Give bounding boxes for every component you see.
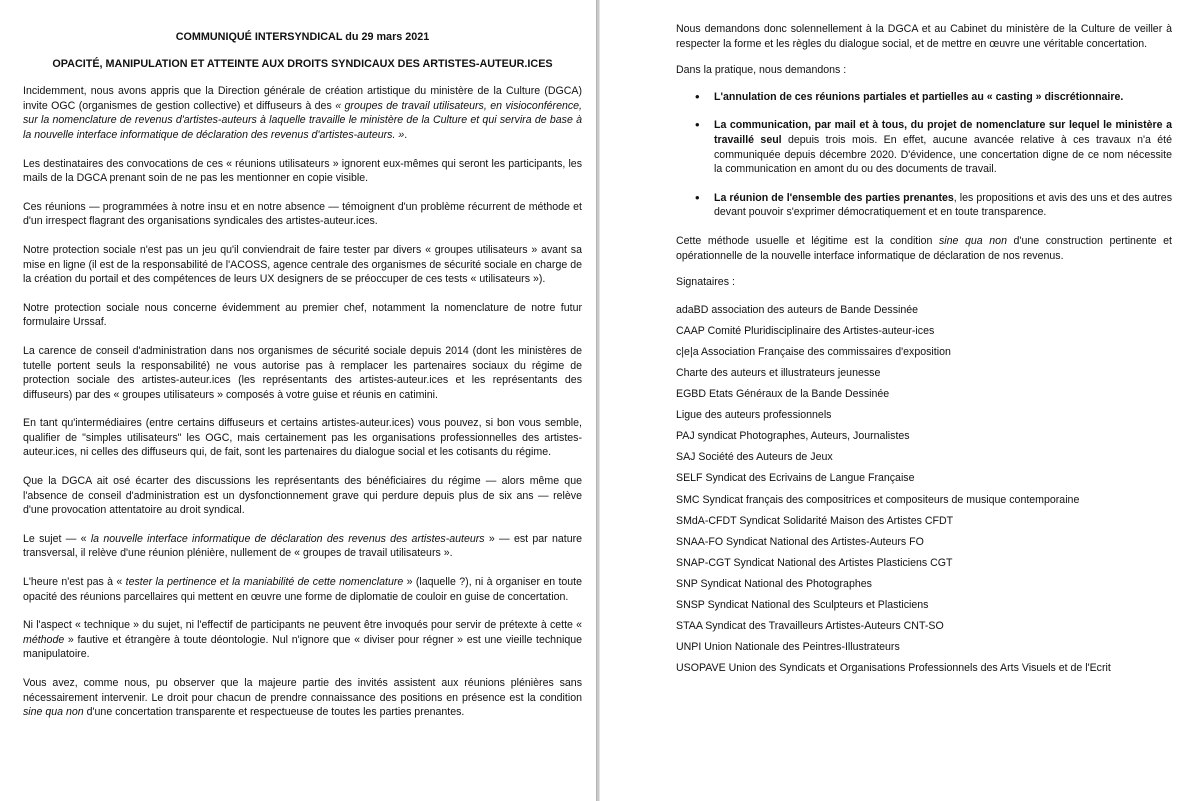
document-subtitle: OPACITÉ, MANIPULATION ET ATTEINTE AUX DROITS SYNDICAUX DES ARTISTES-AUTEUR.ICES: [52, 57, 553, 70]
signatory-item: Ligue des auteurs professionnels: [676, 409, 832, 422]
practice-intro: Dans la pratique, nous demandons :: [676, 64, 847, 77]
signatory-item: EGBD Etats Généraux de la Bande Dessinée: [676, 388, 890, 401]
paragraph-12: [23, 676, 582, 720]
paragraph-12-end: d'une concertation transparente et respectueuse de toutes les parties prenantes.: [83, 706, 465, 719]
demand-item-1-text: L'annulation de ces réunions partiales et partielles au « casting » discrétionnaire.: [714, 90, 1124, 103]
paragraph-2: Les destinataires des convocations de ces « réunions utilisateurs » ignorent eux-mêmes qui seront les participants, les mails de la DGCA prenant soin de ne pas les mentionner en copie visible.: [23, 157, 582, 185]
paragraph-10-end: » (laquelle ?), ni à organiser en toute opacité des réunions parcellaires qui mettent en œuvre une forme de diplomatie de couloir en guise de concertation.: [23, 576, 583, 603]
document-page-right: [600, 0, 1200, 801]
paragraph-9-quote: la nouvelle interface informatique de déclaration des revenus des artistes-auteurs: [90, 532, 485, 545]
paragraph-1-end: .: [404, 128, 408, 141]
signatories-label: Signataires :: [676, 276, 735, 289]
paragraph-7: En tant qu'intermédiaires (entre certains diffuseurs et certains artistes-auteur.ices) vous pouvez, si bon vous semble, qualifier de "simples utilisateurs" les OGC, mais certainement pas les organisations professionnelles des artistes-auteur.ices, ni celles des diffuseurs qui, de fait, sont les partenaires du dialogue social et les cotisants du régime.: [23, 417, 582, 459]
paragraph-4: Notre protection sociale n'est pas un jeu qu'il conviendrait de faire tester par divers « groupes utilisateurs » avant sa mise en ligne (il est de la responsabilité de l'ACOSS, agence centrale des organismes de sécurité sociale en charge de la création du portail et des compétences de leurs UX designers de se préoccuper de ces tests « utilisateurs »).: [23, 243, 582, 286]
signatory-item: USOPAVE Union des Syndicats et Organisations Professionnels des Arts Visuels et de l'Ecrit: [676, 662, 1111, 675]
paragraph-6: La carence de conseil d'administration dans nos organismes de sécurité sociale depuis 2014 (dont les ministères de tutelle portent seuls la responsabilité) ne vous autorise pas à remplacer les partenaires sociaux du régime de protection sociale des artistes-auteur.ices (les représentants des artistes-auteur.ices et les représentants des diffuseurs) par des « groupes utilisateurs » composés à votre guise et réunis en catimini.: [23, 344, 582, 401]
paragraph-12-quote: sine qua non: [23, 706, 84, 719]
paragraph-11-start: Ni l'aspect « technique » du sujet, ni l'effectif de participants ne peuvent être invoqués pour servir de prétexte à cette «: [23, 619, 582, 632]
method-paragraph-quote: sine qua non: [938, 234, 1007, 247]
signatory-item: c|e|a Association Française des commissaires d'exposition: [676, 345, 951, 358]
demand-item-2: [676, 118, 1172, 176]
paragraph-12-start: Vous avez, comme nous, pu observer que la majeure partie des invités assistent aux réunions plénières sans nécessairement intervenir. Le droit pour chacun de prendre connaissance des positions en présence est la condition: [23, 677, 582, 704]
demand-item-1: [676, 90, 1172, 105]
method-paragraph-end: d'une construction pertinente et opérationnelle de la nouvelle interface informatique de déclaration de nos revenus.: [676, 234, 1173, 262]
demand-paragraph: Nous demandons donc solennellement à la DGCA et au Cabinet du ministère de la Culture de veiller à respecter la forme et les règles du dialogue social, et de mettre en œuvre une véritable concertation.: [676, 23, 1172, 50]
paragraph-1-text: Incidemment, nous avons appris que la Direction générale de création artistique du ministère de la Culture (DGCA) invite OGC (organismes de gestion collective) et diffuseurs à des: [23, 85, 582, 112]
paragraph-11-end: » fautive et étrangère à toute déontologie. Nul n'ignore que « diviser pour régner » est une vieille technique manipulatoire.: [23, 633, 582, 661]
signatory-item: adaBD association des auteurs de Bande Dessinée: [676, 303, 919, 316]
paragraph-1-quote: « groupes de travail utilisateurs, en visioconférence, sur la nomenclature de revenus d'artistes-auteurs à laquelle travaille le ministère de la Culture et qui servira de base à la nouvelle interface informatique de déclaration des revenus d'artistes-auteurs. »: [23, 99, 582, 141]
paragraph-9-start: Le sujet — «: [23, 532, 91, 545]
demand-item-3: [676, 191, 1172, 220]
signatories-list: [676, 303, 1172, 683]
demand-item-3-text: , les propositions et avis des uns et des autres devant pouvoir s'exprimer démocratiquement et en toute transparence.: [714, 191, 1172, 219]
paragraph-9-end: » — est par nature transversal, il relève d'une réunion plénière, nullement de « groupes de travail utilisateurs ».: [23, 532, 583, 560]
signatory-item: SAJ Société des Auteurs de Jeux: [676, 451, 833, 464]
signatory-item: PAJ syndicat Photographes, Auteurs, Journalistes: [676, 430, 910, 443]
signatory-item: SELF Syndicat des Ecrivains de Langue Française: [676, 472, 915, 485]
signatory-item: SNAP-CGT Syndicat National des Artistes Plasticiens CGT: [676, 556, 953, 569]
signatory-item: STAA Syndicat des Travailleurs Artistes-Auteurs CNT-SO: [676, 620, 944, 633]
signatory-item: UNPI Union Nationale des Peintres-Illustrateurs: [676, 641, 900, 654]
demand-item-3-bold: La réunion de l'ensemble des parties prenantes: [714, 191, 954, 204]
paragraph-3: Ces réunions — programmées à notre insu et en notre absence — témoignent d'un problème récurrent de méthode et d'un irrespect flagrant des organisations syndicales des artistes-auteur.ices.: [23, 200, 582, 228]
signatory-item: Charte des auteurs et illustrateurs jeunesse: [676, 367, 881, 379]
method-paragraph: [676, 234, 1172, 263]
demands-list: [676, 90, 1172, 220]
signatory-item: CAAP Comité Pluridisciplinaire des Artistes-auteur-ices: [676, 324, 935, 337]
paragraph-8: Que la DGCA ait osé écarter des discussions les représentants des bénéficiaires du régime — alors même que l'absence de conseil d'administration est un dysfonctionnement grave qui perdure depuis plus de six ans — relève d'une provocation attentatoire au droit syndical.: [23, 475, 582, 517]
signatory-item: SNSP Syndicat National des Sculpteurs et Plasticiens: [676, 599, 929, 612]
signatory-item: SNAA-FO Syndicat National des Artistes-Auteurs FO: [676, 535, 924, 548]
document-page-left: [0, 0, 596, 801]
paragraph-10-quote: tester la pertinence et la maniabilité de cette nomenclature: [125, 576, 404, 589]
document-title: COMMUNIQUÉ INTERSYNDICAL du 29 mars 2021: [175, 31, 430, 43]
paragraph-1: [23, 84, 582, 142]
paragraph-5: Notre protection sociale nous concerne évidemment au premier chef, notamment la nomenclature de notre futur formulaire Urssaf.: [23, 301, 582, 329]
paragraph-11: [23, 618, 582, 662]
paragraph-10-start: L'heure n'est pas à «: [23, 576, 126, 589]
paragraph-10: [23, 575, 582, 604]
signatory-item: SMC Syndicat français des compositrices et compositeurs de musique contemporaine: [676, 493, 1080, 506]
paragraph-11-quote: méthode: [23, 633, 65, 646]
paragraph-9: [23, 532, 582, 561]
demand-item-2-bold: La communication, par mail et à tous, du projet de nomenclature sur lequel le ministère a travaillé seul: [714, 119, 1172, 146]
method-paragraph-start: Cette méthode usuelle et légitime est la condition: [676, 234, 939, 247]
signatory-item: SNP Syndicat National des Photographes: [676, 577, 872, 590]
signatory-item: SMdA-CFDT Syndicat Solidarité Maison des Artistes CFDT: [676, 514, 954, 527]
demand-item-2-text: depuis trois mois. En effet, aucune avancée relative à ces travaux n'a été communiquée depuis décembre 2020. D'évidence, une concertation digne de ce nom nécessite la communication en amont du ou des documents de travail.: [714, 133, 1172, 176]
